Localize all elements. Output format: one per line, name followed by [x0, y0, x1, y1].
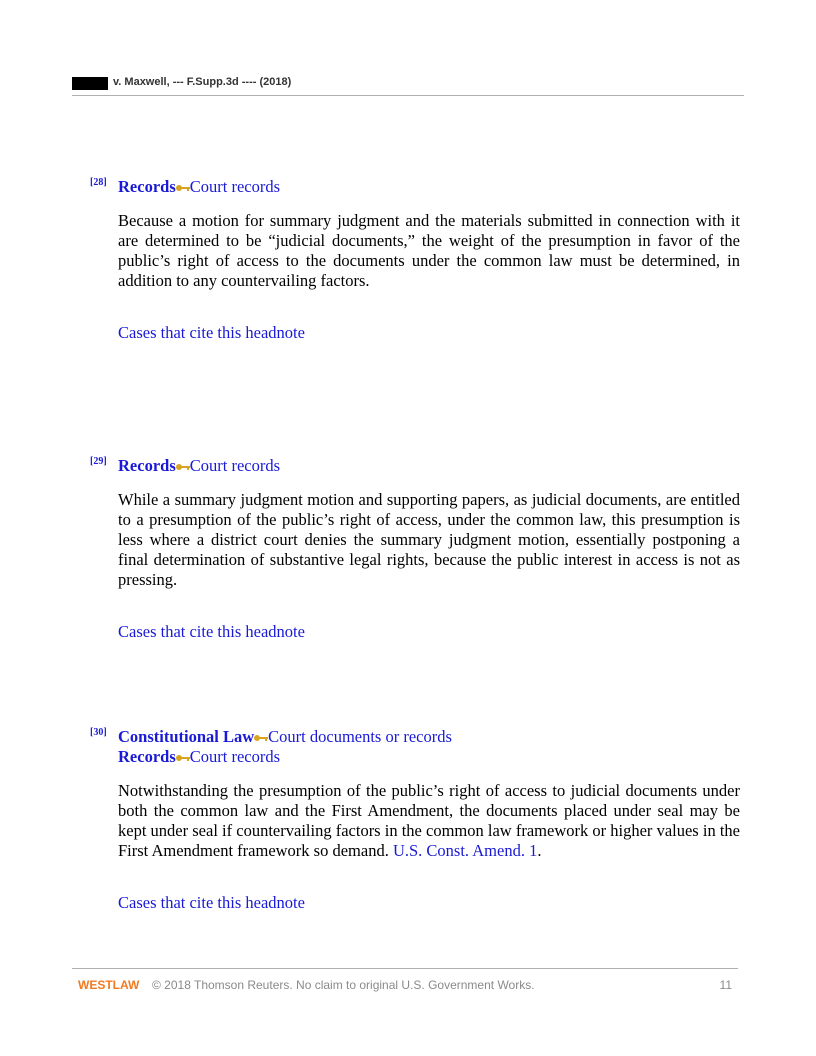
- key-topics: [118, 456, 746, 476]
- headnote-text: Notwithstanding the presumption of the public’s right of access to judicial documents under both the common law and the First Amendment, the documents placed under seal may be kept under seal if countervailing factors in the common law framework or higher values in the First Amendment framework so demand. U.S. Const. Amend. 1.: [118, 781, 740, 860]
- headnote-28: [90, 177, 746, 343]
- cases-cite-link[interactable]: Cases that cite this headnote: [118, 323, 305, 342]
- subtopic-link[interactable]: Court records: [189, 456, 281, 475]
- copyright-notice: © 2018 Thomson Reuters. No claim to original U.S. Government Works.: [152, 978, 535, 992]
- topic-link[interactable]: Constitutional Law: [118, 727, 255, 746]
- headnote-text: While a summary judgment motion and supporting papers, as judicial documents, are entitled to a presumption of the public’s right of access, under the common law, this presumption is less where a district court denies the summary judgment motion, essentially postponing a final determination of substantive legal rights, because the public interest in access is not as pressing.: [118, 490, 740, 589]
- subtopic-link[interactable]: Court records: [189, 177, 281, 196]
- subtopic-link[interactable]: Court records: [189, 747, 281, 766]
- key-icon: [254, 733, 268, 743]
- key-topics: [118, 727, 746, 767]
- topic-link[interactable]: Records: [118, 456, 176, 475]
- key-icon: [176, 462, 190, 472]
- redaction-block: [72, 77, 108, 90]
- key-icon: [176, 753, 190, 763]
- subtopic-link[interactable]: Court documents or records: [268, 727, 452, 746]
- headnote-30: [90, 727, 746, 913]
- case-title: v. Maxwell, --- F.Supp.3d ---- (2018): [113, 76, 292, 88]
- cases-cite-link[interactable]: Cases that cite this headnote: [118, 893, 305, 912]
- headnote-text-body: Notwithstanding the presumption of the public’s right of access to judicial documents under both the common law and the First Amendment, the documents placed under seal may be kept under seal if countervailing factors in the common law framework or higher values in the First Amendment framework so demand.: [118, 781, 740, 860]
- topic-line: [118, 456, 746, 476]
- headnote-number: [29]: [90, 456, 107, 467]
- topic-line: [118, 747, 746, 767]
- topic-line: [118, 177, 746, 197]
- page-footer: [72, 968, 738, 992]
- headnote-number: [30]: [90, 727, 107, 738]
- topic-line: [118, 727, 746, 747]
- key-topics: [118, 177, 746, 197]
- headnote-number: [28]: [90, 177, 107, 188]
- headnote-text: Because a motion for summary judgment and the materials submitted in connection with it are determined to be “judicial documents,” the weight of the presumption in favor of the public’s right of access to the documents under the common law must be determined, in addition to any countervailing factors.: [118, 211, 740, 290]
- page-number: 11: [719, 978, 732, 992]
- topic-link[interactable]: Records: [118, 747, 176, 766]
- cases-cite-link[interactable]: Cases that cite this headnote: [118, 622, 305, 641]
- statute-link[interactable]: U.S. Const. Amend. 1: [392, 841, 538, 860]
- topic-link[interactable]: Records: [118, 177, 176, 196]
- running-header: [72, 77, 744, 96]
- westlaw-logo: WESTLAW: [78, 978, 140, 992]
- headnote-29: [90, 456, 746, 642]
- key-icon: [176, 183, 190, 193]
